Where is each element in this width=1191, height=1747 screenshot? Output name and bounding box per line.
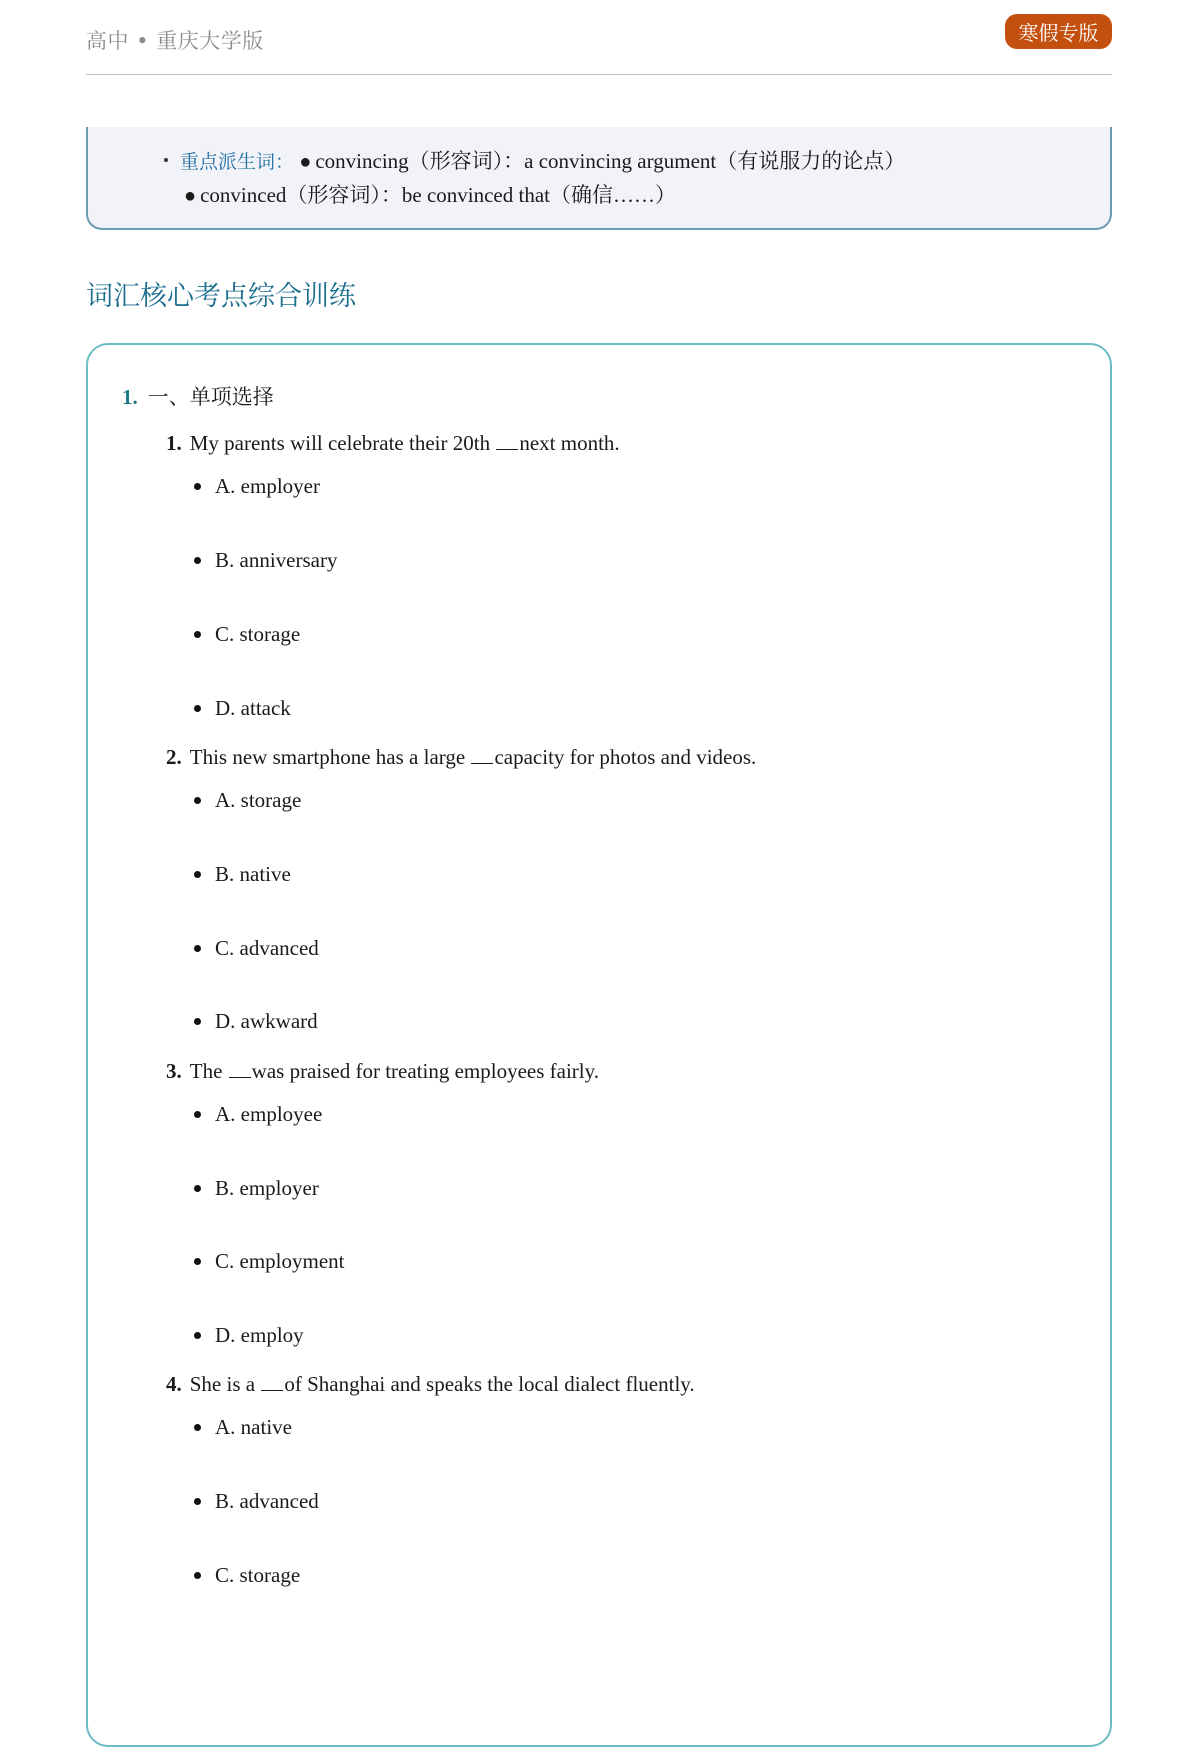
question-number: 2. [166, 745, 182, 769]
bullet-icon [194, 1185, 201, 1192]
question-text-after: was praised for treating employees fairly. [251, 1059, 599, 1083]
option-label: C. advanced [215, 936, 319, 960]
bullet-icon [194, 1332, 201, 1339]
question-text-after: next month. [519, 431, 620, 455]
option-item[interactable] [194, 936, 319, 961]
header-title: 高中 • 重庆大学版 [86, 29, 264, 53]
bullet-icon [194, 871, 201, 878]
bullet-icon [194, 797, 201, 804]
option-label: B. anniversary [215, 548, 338, 572]
option-label: D. awkward [215, 1009, 318, 1033]
question-text-before: She is a [189, 1372, 261, 1396]
part-number: 1. [122, 385, 138, 409]
option-item[interactable] [194, 1102, 322, 1127]
part-heading [122, 381, 274, 411]
edition-badge: 寒假专版 [1005, 14, 1112, 49]
option-label: B. employer [215, 1176, 319, 1200]
question-text-before: The [189, 1059, 228, 1083]
bullet-icon [194, 705, 201, 712]
bullet-icon [194, 1572, 201, 1579]
answer-blank [229, 1076, 251, 1078]
question-1 [166, 431, 620, 456]
option-label: C. storage [215, 622, 301, 646]
question-text-before: My parents will celebrate their 20th [189, 431, 496, 455]
option-label: A. storage [215, 788, 302, 812]
bullet-icon [194, 483, 201, 490]
option-label: A. native [215, 1415, 292, 1439]
derivative-text-1: convincing（形容词）：a convincing argument（有说服力的论点） [315, 149, 906, 173]
bullet-icon [194, 1498, 201, 1505]
derivative-words-box [86, 127, 1112, 230]
option-label: A. employee [215, 1102, 323, 1126]
option-label: D. attack [215, 696, 291, 720]
question-text-after: of Shanghai and speaks the local dialect fluently. [284, 1372, 695, 1396]
part-title: 一、单项选择 [147, 385, 274, 409]
option-item[interactable] [194, 622, 300, 647]
derivative-text-2: convinced（形容词）：be convinced that（确信……） [200, 183, 676, 207]
bullet-icon: ● [184, 185, 197, 207]
bullet-icon [194, 1424, 201, 1431]
option-item[interactable] [194, 1415, 292, 1440]
question-4 [166, 1372, 695, 1397]
question-text-before: This new smartphone has a large [189, 745, 471, 769]
derivative-line-2 [184, 179, 676, 209]
section-title: 词汇核心考点综合训练 [86, 281, 356, 312]
bullet-icon [194, 1258, 201, 1265]
option-label: B. native [215, 862, 291, 886]
answer-blank [471, 762, 493, 764]
option-item[interactable] [194, 1176, 319, 1201]
option-label: B. advanced [215, 1489, 319, 1513]
answer-blank [496, 448, 518, 450]
bullet-icon: ● [299, 151, 312, 173]
bullet-icon [194, 1018, 201, 1025]
option-label: A. employer [215, 474, 320, 498]
option-item[interactable] [194, 788, 301, 813]
question-3 [166, 1059, 599, 1084]
bullet-icon [164, 158, 168, 162]
question-text-after: capacity for photos and videos. [494, 745, 757, 769]
option-item[interactable] [194, 696, 291, 721]
bullet-icon [194, 945, 201, 952]
bullet-icon [194, 1111, 201, 1118]
option-item[interactable] [194, 548, 337, 573]
answer-blank [261, 1389, 283, 1391]
option-label: C. employment [215, 1249, 345, 1273]
question-number: 4. [166, 1372, 182, 1396]
option-item[interactable] [194, 1489, 319, 1514]
option-item[interactable] [194, 1323, 304, 1348]
exercise-box [86, 343, 1112, 1747]
option-item[interactable] [194, 862, 291, 887]
bullet-icon [194, 557, 201, 564]
option-label: C. storage [215, 1563, 301, 1587]
header-divider [86, 74, 1112, 75]
option-item[interactable] [194, 1249, 345, 1274]
option-label: D. employ [215, 1323, 304, 1347]
question-number: 1. [166, 431, 182, 455]
option-item[interactable] [194, 1563, 300, 1588]
question-number: 3. [166, 1059, 182, 1083]
bullet-icon [194, 631, 201, 638]
derivative-label: 重点派生词： [180, 151, 295, 173]
question-2 [166, 745, 756, 770]
derivative-line-1 [164, 145, 905, 175]
option-item[interactable] [194, 474, 320, 499]
option-item[interactable] [194, 1009, 318, 1034]
